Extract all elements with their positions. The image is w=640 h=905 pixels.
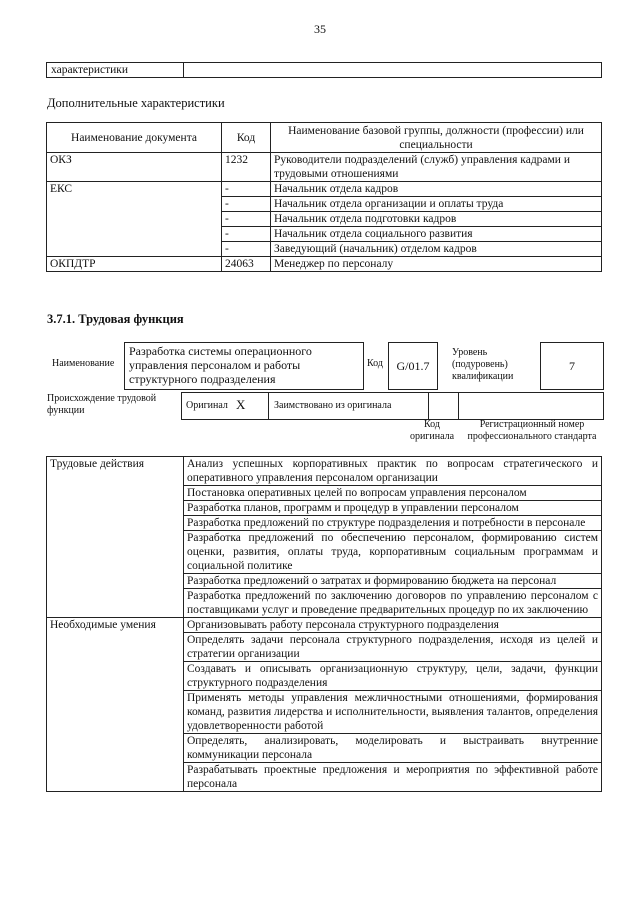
row-name: Начальник отдела подготовки кадров — [271, 212, 602, 227]
row-code: 24063 — [222, 257, 271, 272]
action-item: Разработка предложений по заключению договоров по управлению персоналом с поставщиками услуг и проведение предварительных процедур по их заключению — [184, 589, 602, 618]
row-name: Заведующий (начальник) отделом кадров — [271, 242, 602, 257]
origin-row — [181, 392, 604, 420]
skill-item: Определять, анализировать, моделировать и выстраивать внутренние коммуникации персонала — [184, 734, 602, 763]
row-document — [47, 197, 222, 212]
page-number: 35 — [314, 22, 326, 36]
skill-item: Организовывать работу персонала структурного подразделения — [184, 618, 602, 633]
origin-divider — [268, 393, 269, 419]
table-row — [47, 227, 602, 242]
row-code: 1232 — [222, 153, 271, 182]
level-label: Уровень (подуровень) квалификации — [452, 347, 514, 382]
action-item: Анализ успешных корпоративных практик по вопросам стратегического и оперативного управления персоналом организации — [184, 457, 602, 486]
row-name: Руководители подразделений (служб) управления кадрами и трудовыми отношениями — [271, 153, 602, 182]
row-document — [47, 212, 222, 227]
action-item: Разработка предложений по структуре подразделения и потребности в персонале — [184, 516, 602, 531]
table-row — [47, 182, 602, 197]
function-name: Разработка системы операционного управления персоналом и работы структурного подразделения — [124, 342, 364, 390]
qualification-level: 7 — [540, 342, 604, 390]
table-row — [47, 197, 602, 212]
reg-number-label: Регистрационный номер профессионального стандарта — [467, 419, 597, 442]
row-name: Начальник отдела кадров — [271, 182, 602, 197]
borrowed-label: Заимствовано из оригинала — [274, 400, 392, 411]
original-mark: X — [236, 397, 246, 412]
table-row — [47, 457, 602, 486]
skills-label: Необходимые умения — [47, 618, 184, 792]
row-code: - — [222, 227, 271, 242]
column-header-name: Наименование базовой группы, должности (профессии) или специальности — [271, 123, 602, 153]
row-name: Начальник отдела организации и оплаты труда — [271, 197, 602, 212]
characteristics-label: характеристики — [47, 63, 184, 78]
row-code: - — [222, 197, 271, 212]
skill-item: Создавать и описывать организационную структуру, цели, задачи, функции структурного подразделения — [184, 662, 602, 691]
row-code: - — [222, 182, 271, 197]
skill-item: Определять задачи персонала структурного подразделения, исходя из целей и стратегии организации — [184, 633, 602, 662]
code-original-label: Код оригинала — [409, 419, 455, 442]
characteristics-value — [184, 63, 602, 78]
origin-label: Происхождение трудовой функции — [47, 393, 157, 416]
column-header-code: Код — [222, 123, 271, 153]
action-item: Разработка планов, программ и процедур в управлении персоналом — [184, 501, 602, 516]
skill-item: Разрабатывать проектные предложения и мероприятия по эффективной работе персонала — [184, 763, 602, 792]
additional-characteristics-table — [46, 122, 602, 272]
code-label: Код — [367, 358, 383, 369]
table-row — [47, 212, 602, 227]
function-details-table — [46, 456, 602, 792]
row-document: ОКЗ — [47, 153, 222, 182]
characteristics-table — [46, 62, 602, 78]
function-code: G/01.7 — [388, 342, 438, 390]
table-row — [47, 618, 602, 633]
column-header-document: Наименование документа — [47, 123, 222, 153]
origin-divider — [458, 393, 459, 419]
function-heading: 3.7.1. Трудовая функция — [47, 312, 184, 326]
row-name: Начальник отдела социального развития — [271, 227, 602, 242]
action-item: Разработка предложений по обеспечению персоналом, формированию систем оценки, развития, оплаты труда, корпоративным социальным программам и социальной политике — [184, 531, 602, 574]
row-document — [47, 242, 222, 257]
row-code: - — [222, 242, 271, 257]
table-row — [47, 242, 602, 257]
original-label: Оригинал — [186, 400, 228, 411]
row-name: Менеджер по персоналу — [271, 257, 602, 272]
skill-item: Применять методы управления межличностными отношениями, формирования команд, развития лидерства и исполнительности, выявления талантов, определения удовлетворенности работой — [184, 691, 602, 734]
name-label: Наименование — [52, 358, 115, 369]
actions-label: Трудовые действия — [47, 457, 184, 618]
row-code: - — [222, 212, 271, 227]
action-item: Постановка оперативных целей по вопросам управления персоналом — [184, 486, 602, 501]
row-document: ЕКС — [47, 182, 222, 197]
row-document: ОКПДТР — [47, 257, 222, 272]
table-row — [47, 153, 602, 182]
origin-divider — [428, 393, 429, 419]
additional-heading: Дополнительные характеристики — [47, 96, 225, 110]
row-document — [47, 227, 222, 242]
action-item: Разработка предложений о затратах и формированию бюджета на персонал — [184, 574, 602, 589]
table-row — [47, 257, 602, 272]
